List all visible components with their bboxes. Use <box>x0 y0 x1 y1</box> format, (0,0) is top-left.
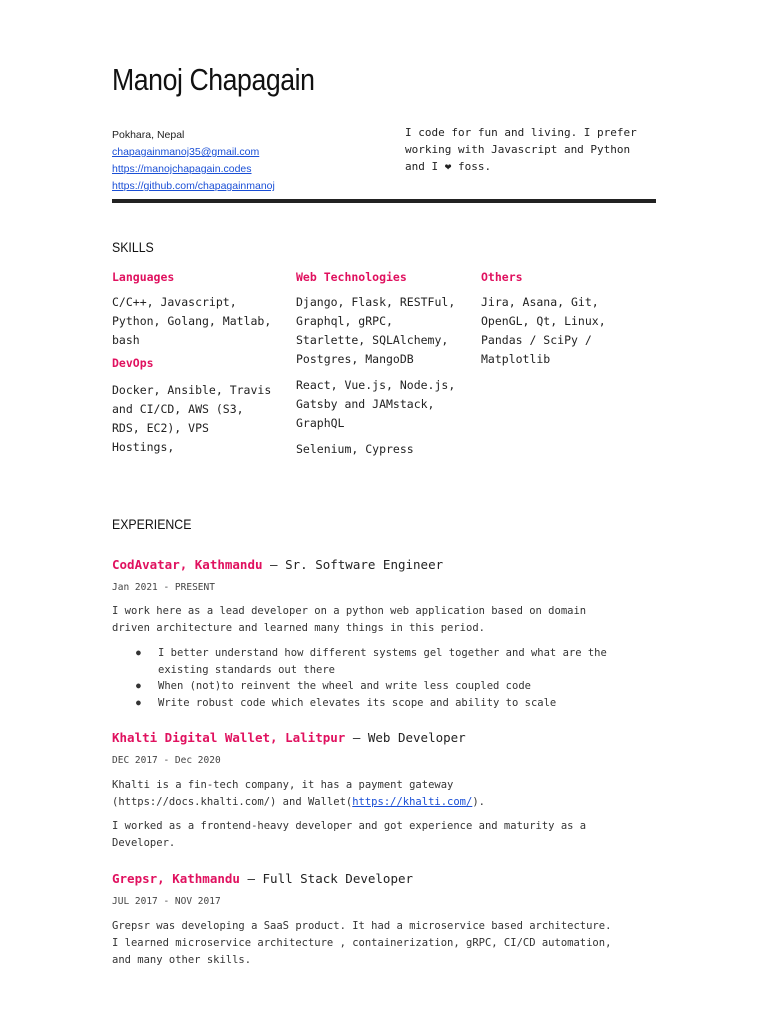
skill-line: OpenGL, Qt, Linux, <box>481 314 606 328</box>
job-title-1 <box>112 557 443 572</box>
bullet-text: I better understand how different systems gel together and what are the <box>158 647 607 659</box>
job-role: — Full Stack Developer <box>239 871 414 886</box>
web-technologies-label: Web Technologies <box>296 270 407 284</box>
bullet-text: When (not)to reinvent the wheel and write less coupled code <box>158 680 531 692</box>
skill-line: Python, Golang, Matlab, <box>112 314 272 328</box>
description-line: Grepsr was developing a SaaS product. It had a microservice based architecture. <box>112 920 612 932</box>
skills-heading: SKILLS <box>112 239 154 255</box>
skill-line: Hostings, <box>112 440 175 454</box>
experience-heading: EXPERIENCE <box>112 516 192 532</box>
skill-line: Pandas / SciPy / <box>481 333 592 347</box>
description-line: I work here as a lead developer on a python web application based on domain <box>112 605 587 617</box>
job-description-2 <box>112 777 672 852</box>
description-line <box>112 794 672 811</box>
bullet-text: Write robust code which elevates its scope and ability to scale <box>158 696 557 709</box>
job-date-2: DEC 2017 - Dec 2020 <box>112 755 221 766</box>
skill-line: Selenium, Cypress <box>296 442 414 456</box>
job-role: — Web Developer <box>345 730 466 745</box>
company-name: Grepsr, Kathmandu <box>112 871 240 886</box>
skill-line: Django, Flask, RESTFul, <box>296 295 456 309</box>
skill-line: Graphql, gRPC, <box>296 314 393 328</box>
about-line: and I ❤ foss. <box>405 160 492 173</box>
job-bullets-1 <box>112 645 718 711</box>
contact-block <box>112 127 275 195</box>
khalti-link[interactable]: https://khalti.com/ <box>352 796 473 808</box>
job-title-3 <box>112 871 413 886</box>
skill-line: Gatsby and JAMstack, <box>296 397 435 411</box>
skill-line: React, Vue.js, Node.js, <box>296 378 456 392</box>
location: Pokhara, Nepal <box>112 129 185 141</box>
about-text <box>405 124 655 175</box>
list-item <box>158 645 718 678</box>
bullet-text: existing standards out there <box>158 663 336 676</box>
skill-line: RDS, EC2), VPS <box>112 421 209 435</box>
skills-column-web <box>296 268 481 459</box>
skill-line: and CI/CD, AWS (S3, <box>112 402 244 416</box>
job-title-2 <box>112 730 466 745</box>
about-line: I code for fun and living. I prefer <box>405 126 637 139</box>
job-date-3: JUL 2017 - NOV 2017 <box>112 896 221 907</box>
skill-line: Docker, Ansible, Travis <box>112 383 272 397</box>
person-name: Manoj Chapagain <box>112 62 315 97</box>
company-name: CodAvatar, Kathmandu <box>112 557 263 572</box>
website-link[interactable]: https://manojchapagain.codes <box>112 163 252 175</box>
skills-column-others <box>481 268 661 369</box>
github-link[interactable]: https://github.com/chapagainmanoj <box>112 180 275 192</box>
email-link[interactable]: chapagainmanoj35@gmail.com <box>112 146 260 158</box>
company-name: Khalti Digital Wallet, Lalitpur <box>112 730 346 745</box>
description-line: driven architecture and learned many things in this period. <box>112 622 485 634</box>
description-text: (https://docs.khalti.com/) and Wallet( <box>112 796 353 808</box>
job-role: — Sr. Software Engineer <box>262 557 444 572</box>
description-line: I worked as a frontend-heavy developer and got experience and maturity as a <box>112 820 587 832</box>
skill-line: Starlette, SQLAlchemy, <box>296 333 449 347</box>
description-line: Developer. <box>112 837 176 849</box>
description-line: I learned microservice architecture , containerization, gRPC, CI/CD automation, <box>112 937 612 949</box>
about-line: working with Javascript and Python <box>405 143 631 156</box>
skill-line: Matplotlib <box>481 352 551 366</box>
skill-line: bash <box>112 333 140 347</box>
job-description-1 <box>112 603 672 637</box>
job-description-3 <box>112 918 672 969</box>
skill-line: C/C++, Javascript, <box>112 295 237 309</box>
devops-label: DevOps <box>112 356 154 370</box>
description-text: ). <box>472 796 485 808</box>
description-line: and many other skills. <box>112 954 252 966</box>
others-label: Others <box>481 270 523 284</box>
job-date-1: Jan 2021 - PRESENT <box>112 582 215 593</box>
skill-line: Postgres, MangoDB <box>296 352 414 366</box>
skill-line: Jira, Asana, Git, <box>481 295 599 309</box>
list-item <box>158 695 718 712</box>
header-divider <box>112 199 656 203</box>
skill-line: GraphQL <box>296 416 345 430</box>
skills-column-languages <box>112 268 292 457</box>
languages-label: Languages <box>112 270 175 284</box>
list-item <box>158 678 718 695</box>
description-line: Khalti is a fin-tech company, it has a payment gateway <box>112 779 454 791</box>
